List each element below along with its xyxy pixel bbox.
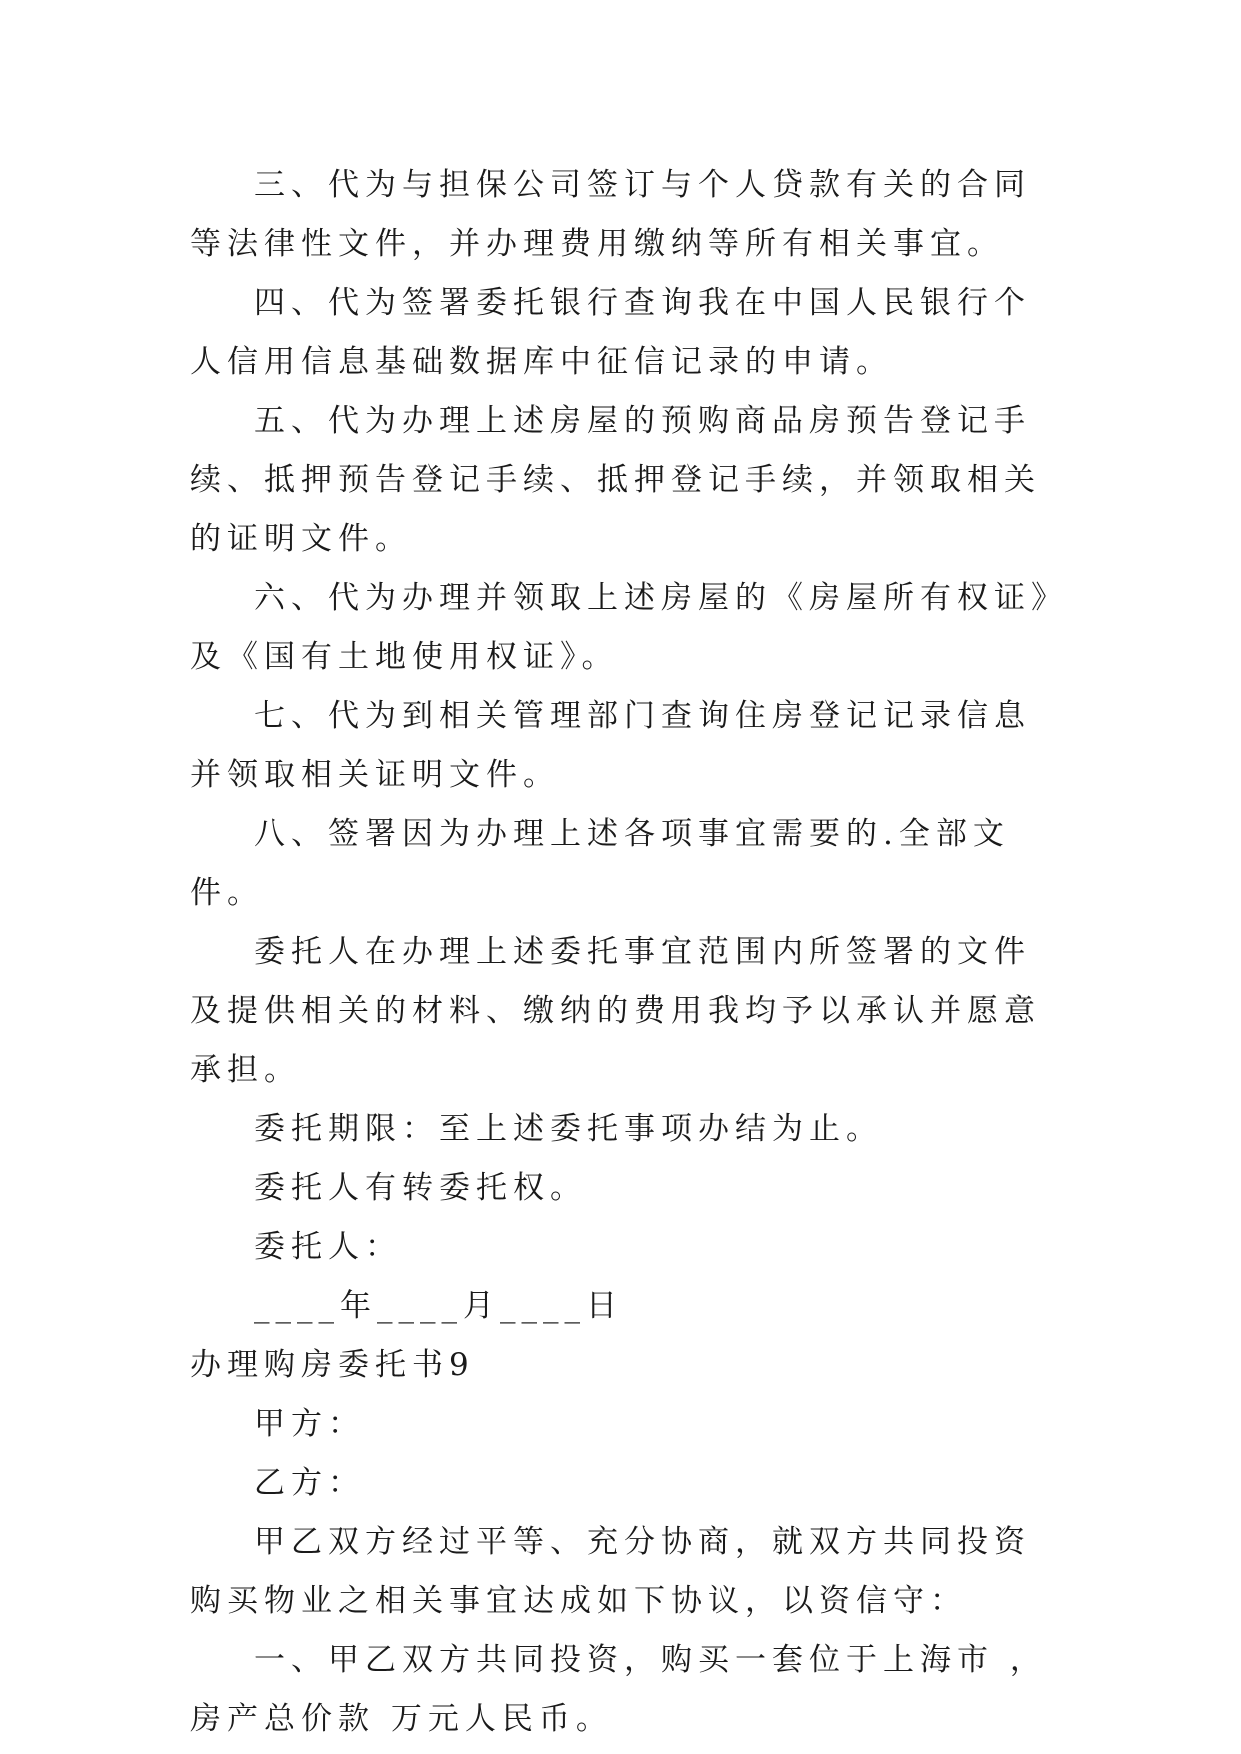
clause-five: 五、代为办理上述房屋的预购商品房预告登记手续、抵押预告登记手续、抵押登记手续，并领取相关的证明文件。: [190, 403, 1041, 557]
clause-eight: 八、签署因为办理上述各项事宜需要的.全部文件。: [190, 816, 1010, 911]
clause-seven: 七、代为到相关管理部门查询住房登记记录信息并领取相关证明文件。: [190, 698, 1031, 793]
document-body: [190, 156, 1060, 1749]
sub-delegation-right: 委托人有转委托权。: [254, 1170, 587, 1206]
party-b-line: 乙方：: [254, 1465, 365, 1501]
agreement-clause-one: 一、甲乙双方共同投资，购买一套位于上海市 ，房产总价款 万元人民币。: [190, 1642, 1047, 1737]
term-of-entrustment: 委托期限：至上述委托事项办结为止。: [254, 1111, 883, 1147]
clause-three: 三、代为与担保公司签订与个人贷款有关的合同等法律性文件，并办理费用缴纳等所有相关事宜。: [190, 167, 1031, 262]
clause-four: 四、代为签署委托银行查询我在中国人民银行个人信用信息基础数据库中征信记录的申请。: [190, 285, 1031, 380]
party-a-line: 甲方：: [254, 1406, 365, 1442]
date-line: ____年____月____日: [254, 1288, 623, 1324]
clause-six: 六、代为办理并领取上述房屋的《房屋所有权证》及《国有土地使用权证》。: [190, 580, 1053, 675]
principal-signature-line: 委托人：: [254, 1229, 402, 1265]
section-heading: 办理购房委托书9: [190, 1347, 475, 1383]
acknowledgement-paragraph: 委托人在办理上述委托事宜范围内所签署的文件及提供相关的材料、缴纳的费用我均予以承认并愿意承担。: [190, 934, 1041, 1088]
agreement-preamble: 甲乙双方经过平等、充分协商，就双方共同投资购买物业之相关事宜达成如下协议，以资信守：: [190, 1524, 1031, 1619]
